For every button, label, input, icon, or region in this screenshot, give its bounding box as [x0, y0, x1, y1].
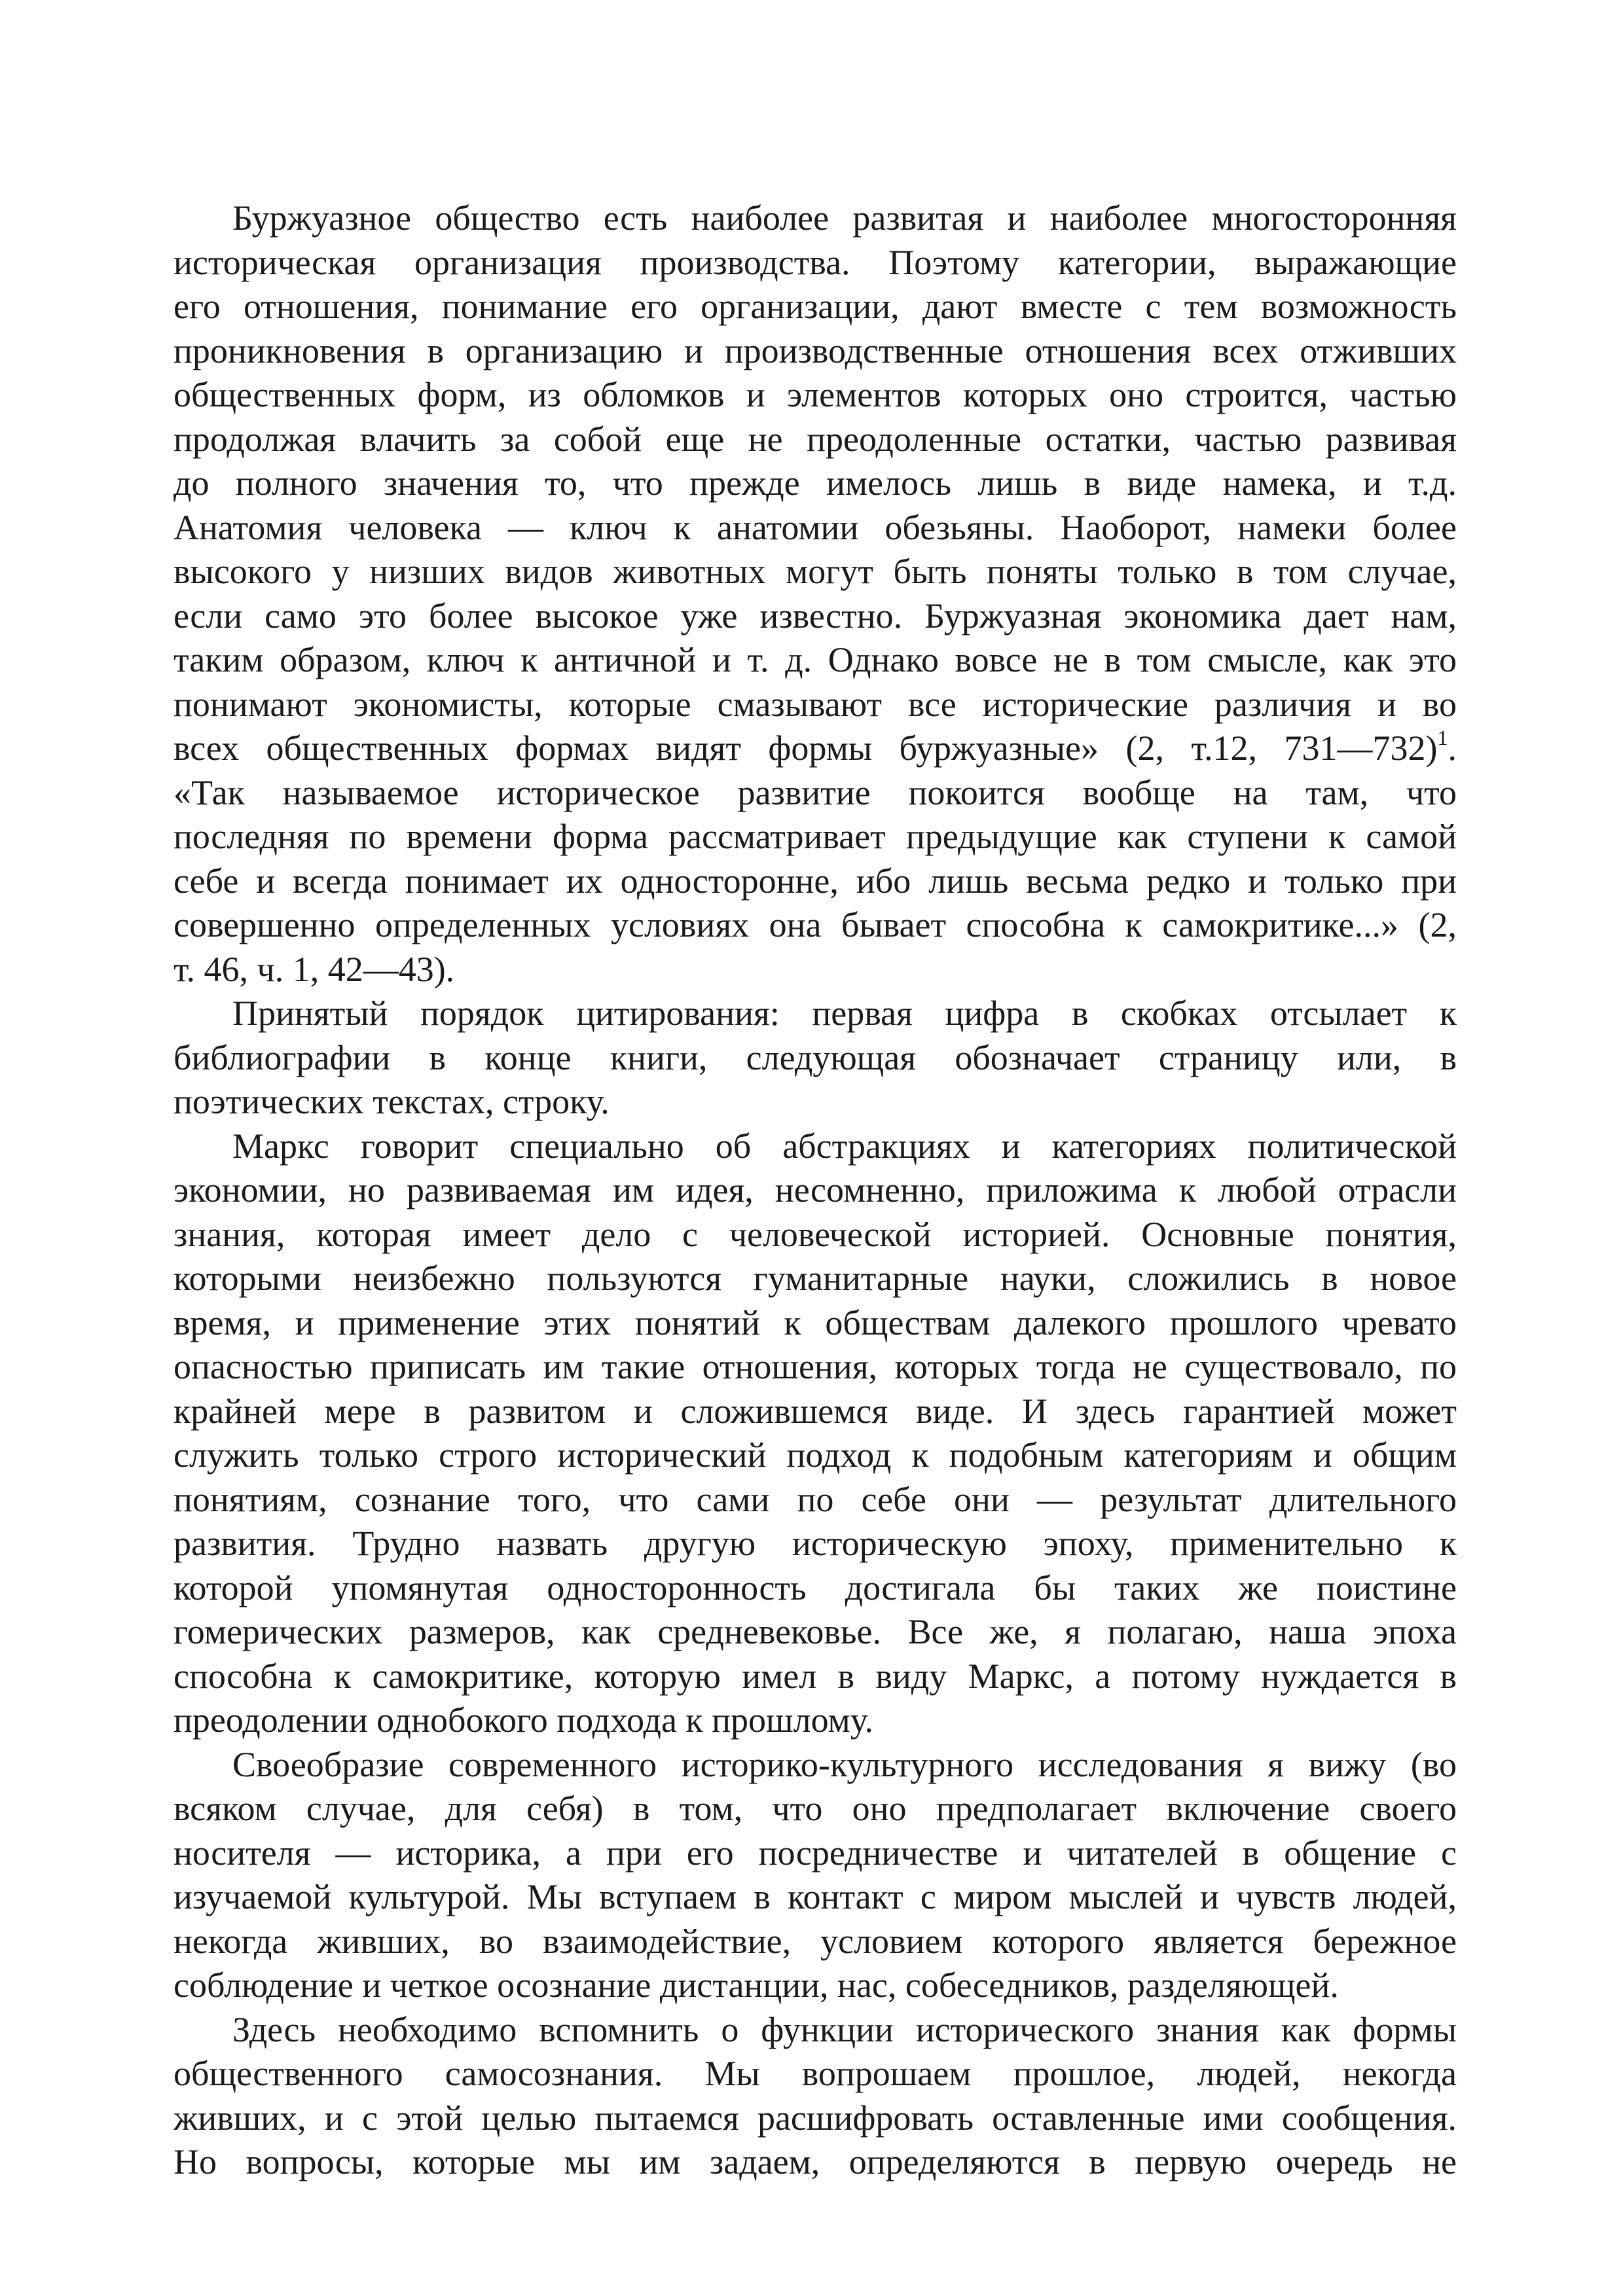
line-text: знания, которая имеет дело с человеческой историей. Основные понятия,	[173, 1214, 1457, 1254]
text-line	[173, 1036, 1457, 1081]
line-text: поэтических текстах, строку.	[173, 1082, 610, 1121]
text-line	[173, 1257, 1457, 1301]
text-line	[173, 1168, 1457, 1213]
line-text: служить только строго исторический подход к подобным категориям и общим	[173, 1435, 1457, 1475]
line-text: его отношения, понимание его организации, дают вместе с тем возможность	[173, 287, 1457, 326]
paragraph	[173, 196, 1457, 992]
text-line	[173, 1655, 1457, 1699]
text-line	[173, 418, 1457, 462]
footnote-trailing: .	[1448, 728, 1457, 768]
text-line	[173, 594, 1457, 639]
line-text: если само это более высокое уже известно. Буржуазная экономика дает нам,	[173, 596, 1457, 636]
line-text: способна к самокритике, которую имел в виду Маркс, а потому нуждается в	[173, 1656, 1457, 1696]
line-text: Анатомия человека — ключ к анатомии обезьяны. Наоборот, намеки более	[173, 507, 1457, 547]
text-line	[173, 1831, 1457, 1876]
line-text: некогда живших, во взаимодействие, условием которого является бережное	[173, 1921, 1457, 1961]
text-line	[173, 1080, 1457, 1124]
line-text: историческая организация производства. Поэтому категории, выражающие	[173, 242, 1457, 282]
text-line	[173, 948, 1457, 992]
line-text: последняя по времени форма рассматривает предыдущие как ступени к самой	[173, 817, 1457, 856]
paragraph	[173, 1124, 1457, 1743]
line-text: общественного самосознания. Мы вопрошаем прошлое, людей, некогда	[173, 2054, 1457, 2093]
text-line	[173, 506, 1457, 550]
text-line	[173, 2140, 1457, 2185]
line-text: развития. Трудно назвать другую историческую эпоху, применительно к	[173, 1524, 1457, 1563]
text-line	[173, 992, 1457, 1036]
line-text: всех общественных формах видят формы буржуазные» (2, т.12, 731—732)	[173, 728, 1438, 768]
line-text: продолжая влачить за собой еще не преодоленные остатки, частью развивая	[173, 419, 1457, 459]
line-text: т. 46, ч. 1, 42—43).	[173, 949, 455, 989]
line-text: всяком случае, для себя) в том, что оно предполагает включение своего	[173, 1789, 1457, 1828]
paragraph	[173, 992, 1457, 1124]
line-text: Здесь необходимо вспомнить о функции исторического знания как формы	[232, 2009, 1457, 2049]
line-text: опасностью приписать им такие отношения, которых тогда не существовало, по	[173, 1347, 1457, 1386]
paragraph	[173, 1743, 1457, 2008]
text-line	[173, 903, 1457, 948]
line-text: носителя — историка, а при его посредничестве и читателей в общение с	[173, 1833, 1457, 1873]
line-text: которыми неизбежно пользуются гуманитарные науки, сложились в новое	[173, 1259, 1457, 1298]
text-line	[173, 2096, 1457, 2141]
line-text: живших, и с этой целью пытаемся расшифровать оставленные ими сообщения.	[173, 2098, 1457, 2138]
text-line	[173, 1698, 1457, 1743]
footnote-mark: 1	[1437, 726, 1448, 749]
text-line	[173, 1610, 1457, 1655]
text-line	[173, 1743, 1457, 1787]
line-text: Своеобразие современного историко-культурного исследования я вижу (во	[232, 1744, 1457, 1784]
line-text: себе и всегда понимает их односторонне, ибо лишь весьма редко и только при	[173, 861, 1457, 901]
text-line	[173, 859, 1457, 904]
line-text: преодолении однобокого подхода к прошлому.	[173, 1700, 873, 1740]
line-text: высокого у низших видов животных могут быть поняты только в том случае,	[173, 552, 1457, 591]
text-line	[173, 726, 1457, 771]
line-text: Маркс говорит специально об абстракциях и категориях политической	[232, 1126, 1457, 1166]
text-line	[173, 683, 1457, 727]
text-line	[173, 1124, 1457, 1169]
text-line	[173, 1920, 1457, 1964]
text-line	[173, 329, 1457, 374]
line-text: общественных форм, из обломков и элементов которых оно строится, частью	[173, 375, 1457, 414]
text-line	[173, 550, 1457, 594]
text-line	[173, 1478, 1457, 1522]
text-line	[173, 771, 1457, 816]
text-line	[173, 196, 1457, 241]
paragraph	[173, 2008, 1457, 2185]
text-line	[173, 2052, 1457, 2096]
line-text: крайней мере в развитом и сложившемся виде. И здесь гарантией может	[173, 1391, 1457, 1431]
line-text: библиографии в конце книги, следующая обозначает страницу или, в	[173, 1037, 1457, 1077]
line-text: Принятый порядок цитирования: первая цифра в скобках отсылает к	[232, 994, 1457, 1033]
line-text: экономии, но развиваемая им идея, несомненно, приложима к любой отрасли	[173, 1170, 1457, 1210]
line-text: изучаемой культурой. Мы вступаем в контакт с миром мыслей и чувств людей,	[173, 1877, 1457, 1916]
text-line	[173, 1433, 1457, 1478]
line-text: соблюдение и четкое осознание дистанции, нас, собеседников, разделяющей.	[173, 1965, 1339, 2005]
text-line	[173, 241, 1457, 285]
text-line	[173, 1301, 1457, 1346]
text-line	[173, 1566, 1457, 1611]
line-text: время, и применение этих понятий к обществам далекого прошлого чревато	[173, 1302, 1457, 1342]
text-line	[173, 1875, 1457, 1920]
line-text: гомерических размеров, как средневековье. Все же, я полагаю, наша эпоха	[173, 1612, 1457, 1651]
line-text: понятиям, сознание того, что сами по себе они — результат длительного	[173, 1479, 1457, 1519]
text-line	[173, 461, 1457, 506]
line-text: Но вопросы, которые мы им задаем, определяются в первую очередь не	[173, 2142, 1457, 2181]
text-line	[173, 1522, 1457, 1566]
line-text: проникновения в организацию и производственные отношения всех отживших	[173, 331, 1457, 370]
text-line	[173, 373, 1457, 418]
text-line	[173, 815, 1457, 859]
line-text: Буржуазное общество есть наиболее развитая и наиболее многосторонняя	[232, 198, 1457, 238]
line-text: до полного значения то, что прежде имелось лишь в виде намека, и т.д.	[173, 463, 1457, 503]
line-text: понимают экономисты, которые смазывают все исторические различия и во	[173, 684, 1457, 724]
line-text: «Так называемое историческое развитие покоится вообще на там, что	[173, 772, 1457, 812]
text-line	[173, 638, 1457, 683]
text-line	[173, 2008, 1457, 2053]
document-page	[173, 196, 1457, 2185]
line-text: таким образом, ключ к античной и т. д. Однако вовсе не в том смысле, как это	[173, 640, 1457, 679]
text-line	[173, 285, 1457, 329]
text-line	[173, 1787, 1457, 1831]
text-line	[173, 1964, 1457, 2008]
text-line	[173, 1390, 1457, 1434]
line-text: которой упомянутая односторонность достигала бы таких же поистине	[173, 1568, 1457, 1607]
text-line	[173, 1213, 1457, 1257]
line-text: совершенно определенных условиях она бывает способна к самокритике...» (2,	[173, 905, 1457, 944]
text-line	[173, 1345, 1457, 1390]
